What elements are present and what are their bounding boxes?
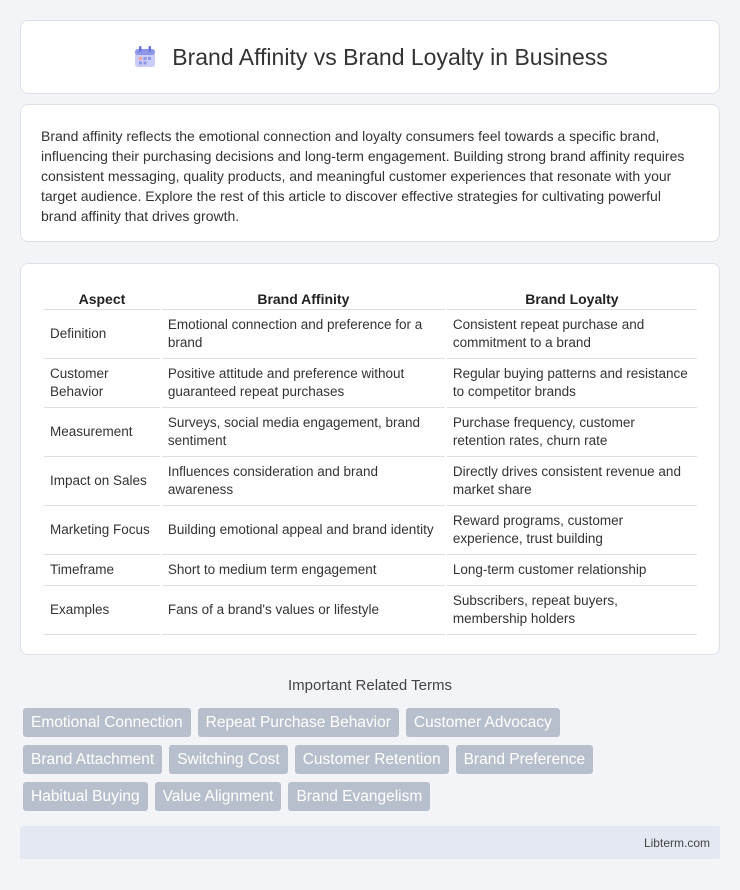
affinity-cell: Emotional connection and preference for a brand (162, 310, 445, 359)
related-term-tag[interactable]: Brand Attachment (23, 745, 162, 774)
table-row (44, 457, 697, 506)
related-term-tag[interactable]: Repeat Purchase Behavior (198, 708, 399, 737)
related-term-tag[interactable]: Switching Cost (169, 745, 288, 774)
table-row (44, 359, 697, 408)
loyalty-cell: Directly drives consistent revenue and market share (447, 457, 697, 506)
comparison-table (42, 284, 699, 635)
related-term-tag[interactable]: Brand Evangelism (288, 782, 430, 811)
column-header: Aspect (44, 284, 160, 310)
tag-row (23, 782, 723, 811)
affinity-cell: Influences consideration and brand awareness (162, 457, 445, 506)
affinity-cell: Building emotional appeal and brand identity (162, 506, 445, 555)
affinity-cell: Fans of a brand's values or lifestyle (162, 586, 445, 635)
table-header-row (44, 284, 697, 310)
related-term-tag[interactable]: Brand Preference (456, 745, 594, 774)
footer (20, 826, 720, 859)
tag-row (23, 745, 723, 774)
loyalty-cell: Purchase frequency, customer retention rates, churn rate (447, 408, 697, 457)
loyalty-cell: Regular buying patterns and resistance to competitor brands (447, 359, 697, 408)
related-term-tag[interactable]: Habitual Buying (23, 782, 148, 811)
related-terms-heading: Important Related Terms (288, 677, 452, 694)
loyalty-cell: Consistent repeat purchase and commitment to a brand (447, 310, 697, 359)
comparison-card (20, 263, 720, 655)
header-card (20, 20, 720, 94)
table-row (44, 408, 697, 457)
aspect-cell: Impact on Sales (44, 457, 160, 506)
related-term-tag[interactable]: Emotional Connection (23, 708, 191, 737)
table-row (44, 555, 697, 586)
aspect-cell: Customer Behavior (44, 359, 160, 408)
intro-card (20, 104, 720, 242)
intro-text: Brand affinity reflects the emotional connection and loyalty consumers feel towards a specific brand, influencing their purchasing decisions and long-term engagement. Building strong brand affinity requires consistent messaging, quality products, and meaningful customer experiences that resonate with your target audience. Explore the rest of this article to discover effective strategies for cultivating powerful brand affinity that drives growth. (41, 128, 685, 224)
loyalty-cell: Long-term customer relationship (447, 555, 697, 586)
column-header: Brand Loyalty (447, 284, 697, 310)
aspect-cell: Measurement (44, 408, 160, 457)
aspect-cell: Definition (44, 310, 160, 359)
affinity-cell: Positive attitude and preference without guaranteed repeat purchases (162, 359, 445, 408)
calendar-icon (132, 44, 158, 70)
footer-site-link[interactable]: Libterm.com (643, 835, 710, 850)
related-term-tag[interactable]: Value Alignment (155, 782, 282, 811)
loyalty-cell: Subscribers, repeat buyers, membership holders (447, 586, 697, 635)
page-title: Brand Affinity vs Brand Loyalty in Business (172, 43, 608, 70)
table-row (44, 310, 697, 359)
aspect-cell: Examples (44, 586, 160, 635)
related-term-tag[interactable]: Customer Retention (295, 745, 449, 774)
affinity-cell: Short to medium term engagement (162, 555, 445, 586)
related-terms (23, 708, 723, 819)
column-header: Brand Affinity (162, 284, 445, 310)
table-row (44, 586, 697, 635)
aspect-cell: Timeframe (44, 555, 160, 586)
aspect-cell: Marketing Focus (44, 506, 160, 555)
table-row (44, 506, 697, 555)
tag-row (23, 708, 723, 737)
related-term-tag[interactable]: Customer Advocacy (406, 708, 560, 737)
affinity-cell: Surveys, social media engagement, brand sentiment (162, 408, 445, 457)
loyalty-cell: Reward programs, customer experience, trust building (447, 506, 697, 555)
